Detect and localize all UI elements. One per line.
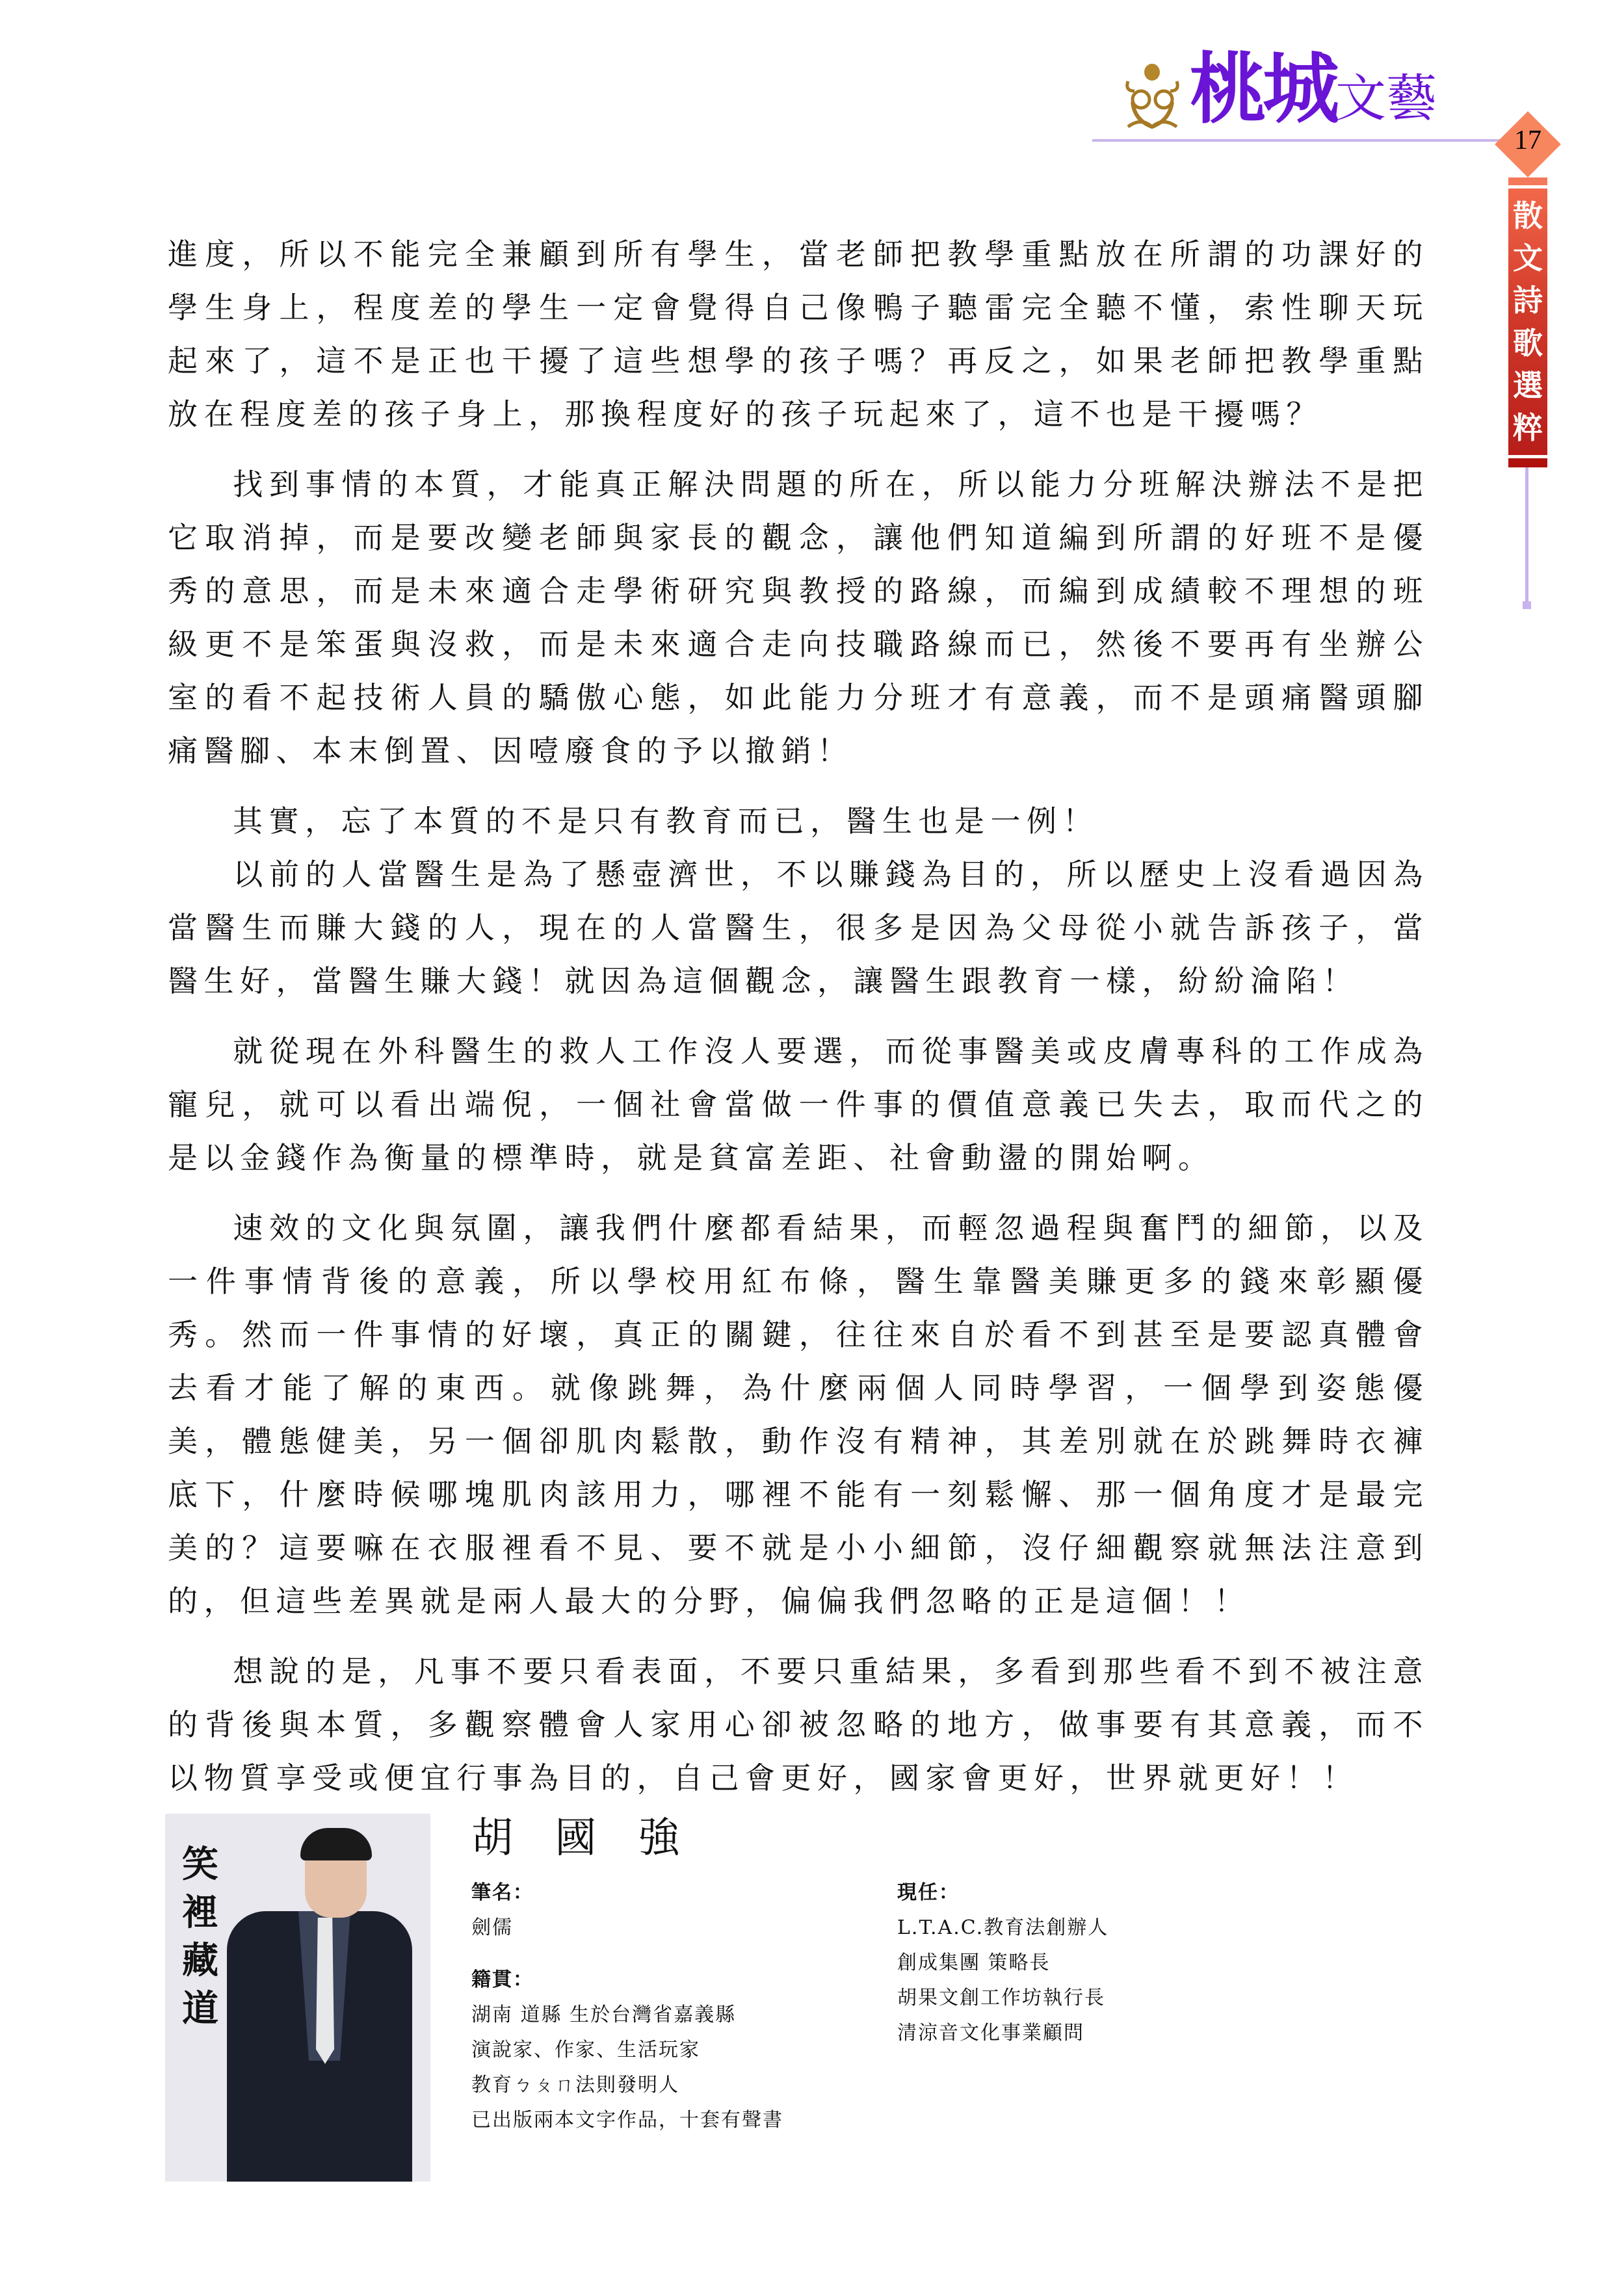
current-position: 胡果文創工作坊執行長 <box>897 1987 1105 2009</box>
author-name: 胡 國 強 <box>471 1814 694 1862</box>
header-rule <box>1092 139 1508 142</box>
section-tab-char: 歌 <box>1513 325 1543 361</box>
author-bio-right <box>897 1875 1108 2051</box>
page-number-badge <box>1495 112 1560 177</box>
paragraph-6: 速效的文化與氛圍，讓我們什麼都看結果，而輕忽過程與奮鬥的細節，以及一件事情背後的意義，所以學校用紅布條，醫生靠醫美賺更多的錢來彰顯優秀。然而一件事情的好壞，真正的關鍵，往往來自於看不到甚至是要認真體會去看才能了解的東西。就像跳舞，為什麼兩個人同時學習，一個學到姿態優美，體態健美，另一個卻肌肉鬆散，動作沒有精神，其差別就在於跳舞時衣褲底下，什麼時候哪塊肌肉該用力，哪裡不能有一刻鬆懈、那一個角度才是最完美的？這要嘛在衣服裡看不見、要不就是小小細節，沒仔細觀察就無法注意到的，但這些差異就是兩人最大的分野，偏偏我們忽略的正是這個！！ <box>168 1210 1429 1619</box>
side-decorative-line <box>1525 467 1528 604</box>
section-tab-cap-bottom <box>1508 458 1547 467</box>
photo-caption: 笑 裡 藏 道 <box>182 1843 218 2030</box>
section-tab-char: 散 <box>1513 198 1543 234</box>
section-tab <box>1508 189 1547 455</box>
current-position: 清涼音文化事業顧問 <box>897 2022 1084 2044</box>
photo-hair <box>300 1828 372 1860</box>
current-position: 創成集團 策略長 <box>897 1951 1051 1974</box>
paragraph-4: 以前的人當醫生是為了懸壺濟世，不以賺錢為目的，所以歷史上沒看過因為當醫生而賺大錢的人，現在的人當醫生，很多是因為父母從小就告訴孩子，當醫生好，當醫生賺大錢！就因為這個觀念，讓醫生跟教育一樣，紛紛淪陷！ <box>168 857 1429 998</box>
logo-main: 桃城 <box>1190 44 1336 134</box>
paragraph-5: 就從現在外科醫生的救人工作沒人要選，而從事醫美或皮膚專科的工作成為寵兒，就可以看出端倪，一個社會當做一件事的價值意義已失去，取而代之的是以金錢作為衡量的標準時，就是貧富差距、社會動盪的開始啊。 <box>168 1034 1429 1175</box>
section-tab-char: 詩 <box>1513 283 1543 319</box>
photo-tie <box>316 1918 334 2064</box>
logo-sub: 文藝 <box>1335 70 1437 128</box>
paragraph-1: 進度，所以不能完全兼顧到所有學生，當老師把教學重點放在所謂的功課好的學生身上，程度差的學生一定會覺得自己像鴨子聽雷完全聽不懂，索性聊天玩起來了，這不是正也干擾了這些想學的孩子嗎？再反之，如果老師把教學重點放在程度差的孩子身上，那換程度好的孩子玩起來了，這不也是干擾嗎？ <box>168 237 1429 432</box>
author-photo <box>165 1814 430 2182</box>
origin-label: 籍貫： <box>471 1968 534 1991</box>
pen-name: 劍儒 <box>471 1916 513 1939</box>
current-position: L.T.A.C.教育法創辦人 <box>897 1916 1109 1939</box>
current-position-label: 現任： <box>897 1881 960 1904</box>
paragraph-7: 想說的是，凡事不要只看表面，不要只重結果，多看到那些看不到不被注意的背後與本質，多觀察體會人家用心卻被忽略的地方，做事要有其意義，而不以物質享受或便宜行事為目的，自己會更好，國家會更好，世界就更好！！ <box>168 1654 1429 1795</box>
section-tab-cap-top <box>1508 177 1547 185</box>
pen-name-label: 筆名： <box>471 1881 534 1904</box>
page-number: 17 <box>1514 125 1541 155</box>
origin-line: 湖南 道縣 生於台灣省嘉義縣 <box>471 2003 737 2026</box>
origin-line: 演說家、作家、生活玩家 <box>471 2039 700 2061</box>
paragraph-2: 找到事情的本質，才能真正解決問題的所在，所以能力分班解決辦法不是把它取消掉，而是要改變老師與家長的觀念，讓他們知道編到所謂的好班不是優秀的意思，而是未來適合走學術研究與教授的路線，而編到成績較不理想的班級更不是笨蛋與沒救，而是未來適合走向技職路線而已，然後不要再有坐辦公室的看不起技術人員的驕傲心態，如此能力分班才有意義，而不是頭痛醫頭腳痛醫腳、本末倒置、因噎廢食的予以撤銷！ <box>168 467 1429 768</box>
author-bio-left <box>471 1875 783 2138</box>
logo-emblem-icon <box>1121 62 1183 133</box>
section-tab-char: 粹 <box>1513 410 1543 445</box>
origin-line: 已出版兩本文字作品，十套有聲書 <box>471 2109 783 2132</box>
origin-line: 教育ㄅㄆㄇ法則發明人 <box>471 2074 679 2096</box>
magazine-logo <box>1190 44 1437 134</box>
section-tab-char: 選 <box>1513 367 1543 403</box>
section-tab-char: 文 <box>1513 241 1543 276</box>
paragraph-3: 其實，忘了本質的不是只有教育而已，醫生也是一例！ <box>233 803 1099 839</box>
article-body <box>168 228 1429 1805</box>
side-line-end <box>1523 601 1531 609</box>
